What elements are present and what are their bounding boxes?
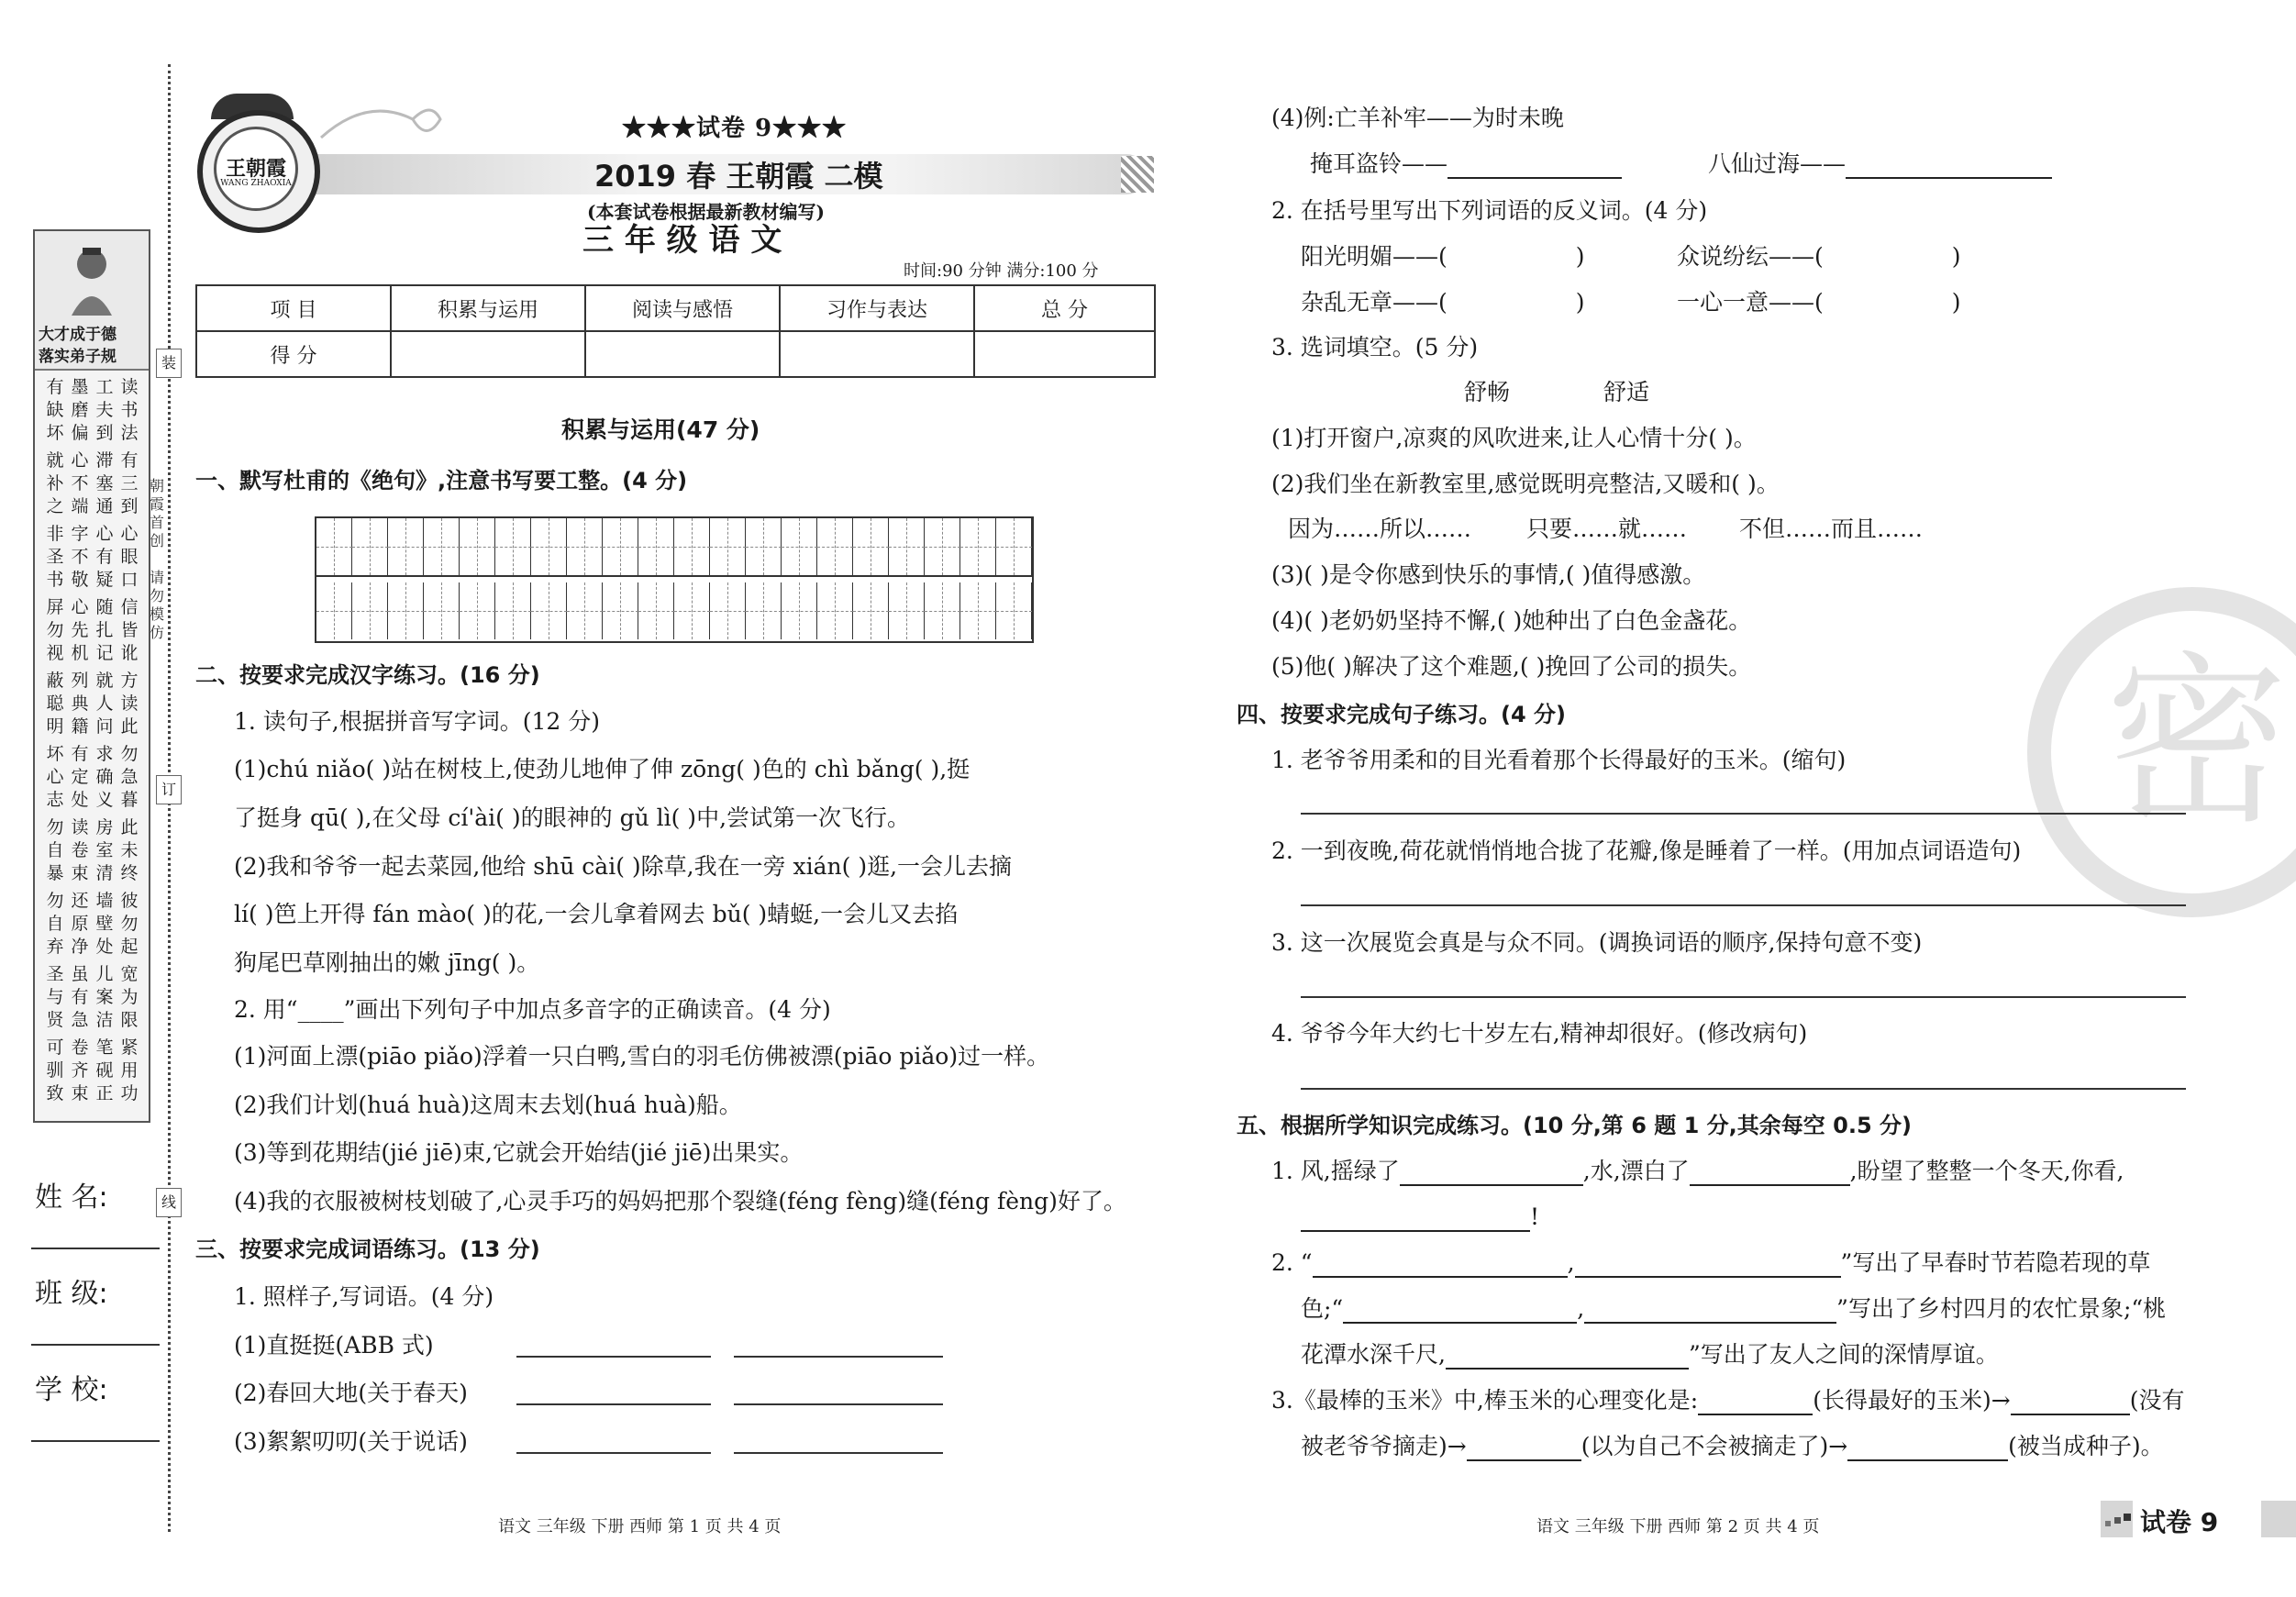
q5-3-line: 被老爷爷摘走)→ (以为自己不会被摘走了)→ (被当成种子)。 xyxy=(1301,1433,2164,1459)
writing-grid-cell[interactable] xyxy=(782,582,817,639)
motto-column: 列 典 籍 xyxy=(71,671,89,737)
word-choice: 只要……就…… xyxy=(1526,516,1688,542)
motto-column: 墙 壁 处 xyxy=(95,891,114,957)
score-header-cell: 阅读与感悟 xyxy=(585,285,780,331)
motto-column: 宽 为 限 xyxy=(120,964,139,1030)
time-info: 时间:90 分钟 满分:100 分 xyxy=(904,261,1099,281)
answer-blank[interactable] xyxy=(1584,1298,1836,1324)
writing-grid-row xyxy=(316,518,1032,575)
motto-column: 就 人 问 xyxy=(95,671,114,737)
logo-sub: WANG ZHAOXIA xyxy=(220,179,292,188)
q3-1-4-example: (4)例:亡羊补牢——为时未晚 xyxy=(1271,105,1564,131)
answer-blank[interactable] xyxy=(1690,1160,1850,1186)
motto-column: 读 卷 束 xyxy=(71,817,89,883)
q4-title: 四、按要求完成句子练习。(4 分) xyxy=(1237,702,1566,727)
writing-grid-cell[interactable] xyxy=(567,518,603,575)
motto-column: 有 三 到 xyxy=(120,450,139,516)
motto-column: 屏 勿 视 xyxy=(46,597,64,663)
q2-2-line: (2)我们计划(huá huà)这周末去划(huá huà)船。 xyxy=(234,1092,742,1118)
writing-grid-cell[interactable] xyxy=(889,582,925,639)
answer-line[interactable] xyxy=(1301,904,2186,906)
motto-column: 心 有 疑 xyxy=(95,524,114,590)
answer-blank[interactable] xyxy=(1575,1252,1841,1278)
motto-column: 有 定 处 xyxy=(71,744,89,810)
motto-column: 还 原 净 xyxy=(71,891,89,957)
answer-blank[interactable] xyxy=(516,1452,711,1454)
answer-blank[interactable] xyxy=(1447,153,1622,179)
seal-char-2: 订 xyxy=(156,775,182,804)
writing-grid-cell[interactable] xyxy=(424,582,460,639)
motto-column: 心 眼 口 xyxy=(120,524,139,590)
motto-column: 心 先 机 xyxy=(71,597,89,663)
motto-header xyxy=(35,231,149,371)
q2-1-line: (2)我和爷爷一起去菜园,他给 shū cài( )除草,我在一旁 xián( )逛,一会儿去摘 xyxy=(234,853,1013,880)
q2-2-line: (4)我的衣服被树枝划破了,心灵手巧的妈妈把那个裂缝(féng fèng)缝(féng fèng)好了。 xyxy=(234,1188,1126,1214)
q5-2-line: 花潭水深千尺, ”写出了友人之间的深情厚谊。 xyxy=(1301,1341,1999,1368)
score-cell[interactable] xyxy=(974,331,1155,377)
answer-blank[interactable] xyxy=(734,1452,943,1454)
writing-grid-cell[interactable] xyxy=(782,518,817,575)
motto-panel xyxy=(33,229,150,1123)
seal-char-1: 装 xyxy=(156,349,182,378)
answer-blank[interactable] xyxy=(1446,1344,1689,1370)
score-cell[interactable] xyxy=(780,331,974,377)
antonym-item: 众说纷纭——( ) xyxy=(1677,243,1961,270)
motto-column: 就 补 之 xyxy=(46,450,64,516)
answer-line[interactable] xyxy=(1301,1088,2186,1090)
answer-blank[interactable] xyxy=(734,1356,943,1358)
writing-grid-cell[interactable] xyxy=(531,582,567,639)
q5-1-line: 1. 风,摇绿了 ,水,漂白了 ,盼望了整整一个冬天,你看, xyxy=(1271,1158,2124,1184)
brand-logo xyxy=(197,110,320,233)
writing-grid-cell[interactable] xyxy=(960,518,996,575)
q4-item: 3. 这一次展览会真是与众不同。(调换词语的顺序,保持句意不变) xyxy=(1271,929,1923,956)
motto-column: 勿 自 暴 xyxy=(46,817,64,883)
antonym-item: 一心一意——( ) xyxy=(1677,289,1961,316)
answer-blank[interactable] xyxy=(1313,1252,1568,1278)
side-note-2: 请勿模仿 xyxy=(149,569,164,641)
motto-column: 蔽 聪 明 xyxy=(46,671,64,737)
word-choice: 不但……而且…… xyxy=(1739,516,1924,542)
writing-grid-cell[interactable] xyxy=(567,582,603,639)
motto-column: 读 书 法 xyxy=(120,377,139,443)
motto-column: 此 未 终 xyxy=(120,817,139,883)
motto-column: 有 缺 坏 xyxy=(46,377,64,443)
q3-1-4-a: 掩耳盗铃—— xyxy=(1310,150,1622,179)
answer-blank[interactable] xyxy=(1847,1436,2008,1461)
q3-1-item: (1)直挺挺(ABB 式) xyxy=(234,1332,434,1359)
writing-grid-cell[interactable] xyxy=(996,518,1032,575)
q2-1-line: 了挺身 qū( ),在父母 cí'ài( )的眼神的 gǔ lì( )中,尝试第一次飞行。 xyxy=(234,804,911,831)
writing-grid-cell[interactable] xyxy=(316,582,352,639)
answer-line[interactable] xyxy=(1301,813,2186,815)
page-footer-left: 语文 三年级 下册 西师 第 1 页 共 4 页 xyxy=(498,1517,782,1536)
q2-1-line: lí( )笆上开得 fán mào( )的花,一会儿拿着网去 bǔ( )蜻蜓,一会儿又去掐 xyxy=(234,901,959,927)
writing-grid-cell[interactable] xyxy=(710,518,746,575)
grade-title: 三 年 级 语 文 xyxy=(582,222,782,259)
school-line[interactable] xyxy=(31,1440,160,1442)
writing-grid-cell[interactable] xyxy=(603,582,638,639)
writing-grid-cell[interactable] xyxy=(674,518,710,575)
writing-grid-cell[interactable] xyxy=(960,582,996,639)
writing-grid-cell[interactable] xyxy=(495,582,531,639)
motto-column: 虽 有 急 xyxy=(71,964,89,1030)
motto-column: 求 确 义 xyxy=(95,744,114,810)
writing-grid-cell[interactable] xyxy=(638,518,674,575)
word-choice: 舒畅 xyxy=(1464,379,1511,405)
q3-1-prompt: 1. 照样子,写词语。(4 分) xyxy=(234,1283,494,1310)
writing-grid-cell[interactable] xyxy=(388,582,424,639)
class-line[interactable] xyxy=(31,1344,160,1346)
score-header-cell: 习作与表达 xyxy=(780,285,974,331)
motto-column: 信 皆 讹 xyxy=(120,597,139,663)
ribbon-heart-icon xyxy=(312,92,449,147)
motto-banner-top: 大才成于德 xyxy=(39,326,116,344)
writing-grid-cell[interactable] xyxy=(495,518,531,575)
answer-blank[interactable] xyxy=(1846,153,2052,179)
motto-column: 紧 用 功 xyxy=(120,1037,139,1103)
q3-title: 三、按要求完成词语练习。(13 分) xyxy=(195,1237,540,1262)
motto-column: 儿 案 洁 xyxy=(95,964,114,1030)
writing-grid-cell[interactable] xyxy=(817,518,853,575)
writing-grid-row xyxy=(316,582,1032,639)
q2-title: 二、按要求完成汉字练习。(16 分) xyxy=(195,662,540,688)
q3-1-item: (3)絮絮叨叨(关于说话) xyxy=(234,1428,468,1455)
q4-item: 2. 一到夜晚,荷花就悄悄地合拢了花瓣,像是睡着了一样。(用加点词语造句) xyxy=(1271,837,2022,864)
score-table-header xyxy=(196,285,1155,331)
writing-grid-cell[interactable] xyxy=(746,582,782,639)
q2-2-prompt: 2. 用“____”画出下列句子中加点多音字的正确读音。(4 分) xyxy=(234,996,831,1023)
writing-grid-cell[interactable] xyxy=(710,582,746,639)
antonym-item: 阳光明媚——( ) xyxy=(1301,243,1585,270)
answer-blank[interactable] xyxy=(734,1403,943,1405)
scholar-figure-icon xyxy=(62,242,121,316)
fill-item: (1)打开窗户,凉爽的风吹进来,让人心情十分( )。 xyxy=(1271,425,1757,451)
q2-1-line: 狗尾巴草刚抽出的嫩 jīng( )。 xyxy=(234,949,540,976)
antonym-item: 杂乱无章——( ) xyxy=(1301,289,1585,316)
q4-item: 1. 老爷爷用柔和的目光看着那个长得最好的玉米。(缩句) xyxy=(1271,747,1847,773)
writing-grid-cell[interactable] xyxy=(531,518,567,575)
motto-column: 彼 勿 起 xyxy=(120,891,139,957)
q5-3-line: 3.《最棒的玉米》中,棒玉米的心理变化是: (长得最好的玉米)→ (没有 xyxy=(1271,1387,2185,1414)
answer-line[interactable] xyxy=(1301,996,2186,998)
motto-banner-bottom: 落实弟子规 xyxy=(39,348,116,366)
motto-column: 滞 塞 通 xyxy=(95,450,114,516)
q5-1-line: ! xyxy=(1301,1203,1539,1232)
name-label: 姓 名: xyxy=(35,1181,108,1214)
writing-grid-cell[interactable] xyxy=(925,582,960,639)
writing-grid-cell[interactable] xyxy=(925,518,960,575)
answer-blank[interactable] xyxy=(516,1356,711,1358)
writing-grid-cell[interactable] xyxy=(460,582,495,639)
q2-2-line: (3)等到花期结(jié jiē)束,它就会开始结(jié jiē)出果实。 xyxy=(234,1139,804,1166)
paper-series: ★★★试卷 9★★★ xyxy=(622,115,848,142)
answer-blank[interactable] xyxy=(1400,1160,1583,1186)
page-footer-right: 语文 三年级 下册 西师 第 2 页 共 4 页 xyxy=(1536,1517,1820,1536)
writing-grid-cell[interactable] xyxy=(316,518,352,575)
q4-item: 4. 爷爷今年大约七十岁左右,精神却很好。(修改病句) xyxy=(1271,1020,1808,1047)
fill-item: (4)( )老奶奶坚持不懈,( )她种出了白色金盏花。 xyxy=(1271,607,1752,634)
writing-grid-cell[interactable] xyxy=(388,518,424,575)
motto-column: 字 不 敬 xyxy=(71,524,89,590)
writing-grid-cell[interactable] xyxy=(853,582,889,639)
writing-grid-cell[interactable] xyxy=(817,582,853,639)
motto-column: 非 圣 书 xyxy=(46,524,64,590)
exam-title: 2019 春 王朝霞 二模 xyxy=(594,159,883,194)
writing-grid-cell[interactable] xyxy=(996,582,1032,639)
score-row-label: 得 分 xyxy=(196,331,391,377)
q3-2-prompt: 2. 在括号里写出下列词语的反义词。(4 分) xyxy=(1271,197,1708,224)
score-header-cell: 总 分 xyxy=(974,285,1155,331)
score-header-cell: 项 目 xyxy=(196,285,391,331)
writing-grid-cell[interactable] xyxy=(352,518,388,575)
square-dots-icon xyxy=(2105,1514,2131,1532)
writing-grid-cell[interactable] xyxy=(424,518,460,575)
writing-grid-cell[interactable] xyxy=(853,518,889,575)
class-label: 班 级: xyxy=(35,1278,108,1310)
motto-column: 方 读 此 xyxy=(120,671,139,737)
q3-1-4-b: 八仙过海—— xyxy=(1708,150,2052,179)
writing-grid-cell[interactable] xyxy=(352,582,388,639)
fill-item: (3)( )是令你感到快乐的事情,( )值得感激。 xyxy=(1271,561,1706,588)
motto-column: 房 室 清 xyxy=(95,817,114,883)
writing-grid[interactable] xyxy=(315,516,1034,643)
q1-title: 一、默写杜甫的《绝句》,注意书写要工整。(4 分) xyxy=(195,468,688,494)
motto-column: 圣 与 贤 xyxy=(46,964,64,1030)
score-table-row xyxy=(196,331,1155,377)
q2-2-line: (1)河面上漂(piāo piǎo)浮着一只白鸭,雪白的羽毛仿佛被漂(piāo piǎo)过一样。 xyxy=(234,1043,1050,1070)
corner-tag-text: 试卷 9 xyxy=(2140,1507,2219,1537)
seal-char-3: 线 xyxy=(156,1188,182,1217)
q5-2-line: 色;“ , ”写出了乡村四月的农忙景象;“桃 xyxy=(1301,1295,2167,1322)
fill-item: (5)他( )解决了这个难题,( )挽回了公司的损失。 xyxy=(1271,653,1752,680)
name-line[interactable] xyxy=(31,1248,160,1249)
school-label: 学 校: xyxy=(35,1374,108,1406)
score-table xyxy=(195,284,1156,378)
word-choice: 舒适 xyxy=(1603,379,1650,405)
writing-grid-cell[interactable] xyxy=(603,518,638,575)
motto-column: 工 夫 到 xyxy=(95,377,114,443)
stamp-char: 密 xyxy=(2105,636,2290,849)
motto-column: 可 驯 致 xyxy=(46,1037,64,1103)
motto-column: 墨 磨 偏 xyxy=(71,377,89,443)
q2-1-prompt: 1. 读句子,根据拼音写字词。(12 分) xyxy=(234,708,601,735)
motto-column: 笔 砚 正 xyxy=(95,1037,114,1103)
writing-grid-cell[interactable] xyxy=(746,518,782,575)
fill-item: (2)我们坐在新教室里,感觉既明亮整洁,又暖和( )。 xyxy=(1271,471,1780,497)
score-cell[interactable] xyxy=(585,331,780,377)
motto-column: 卷 齐 束 xyxy=(71,1037,89,1103)
section-title: 积累与运用(47 分) xyxy=(561,416,760,443)
writing-grid-cell[interactable] xyxy=(674,582,710,639)
answer-blank[interactable] xyxy=(1343,1298,1577,1324)
motto-column: 随 扎 记 xyxy=(95,597,114,663)
word-choice: 因为……所以…… xyxy=(1288,516,1472,542)
q2-1-line: (1)chú niǎo( )站在树枝上,使劲儿地伸了伸 zōng( )色的 chì bǎng( ),挺 xyxy=(234,756,971,782)
q3-1-item: (2)春回大地(关于春天) xyxy=(234,1380,468,1406)
q3-3-prompt: 3. 选词填空。(5 分) xyxy=(1271,334,1479,360)
banner-checker xyxy=(1121,156,1154,193)
q5-title: 五、根据所学知识完成练习。(10 分,第 6 题 1 分,其余每空 0.5 分) xyxy=(1237,1113,1912,1138)
score-cell[interactable] xyxy=(391,331,585,377)
side-note-1: 朝霞首创 xyxy=(149,477,164,549)
score-header-cell: 积累与运用 xyxy=(391,285,585,331)
writing-grid-cell[interactable] xyxy=(460,518,495,575)
motto-column: 心 不 端 xyxy=(71,450,89,516)
logo-text: 王朝霞 xyxy=(225,157,286,181)
answer-blank[interactable] xyxy=(1467,1436,1581,1461)
answer-blank[interactable] xyxy=(1301,1206,1530,1232)
corner-tag xyxy=(2133,1501,2261,1537)
answer-blank[interactable] xyxy=(2011,1390,2130,1415)
q5-2-line: 2. “ , ”写出了早春时节若隐若现的草 xyxy=(1271,1249,2151,1276)
motto-column: 坏 心 志 xyxy=(46,744,64,810)
answer-blank[interactable] xyxy=(516,1403,711,1405)
motto-column: 勿 急 暮 xyxy=(120,744,139,810)
motto-column: 勿 自 弃 xyxy=(46,891,64,957)
exam-subtitle: (本套试卷根据最新教材编写) xyxy=(587,201,825,223)
answer-blank[interactable] xyxy=(1698,1390,1813,1415)
writing-grid-cell[interactable] xyxy=(889,518,925,575)
writing-grid-cell[interactable] xyxy=(638,582,674,639)
